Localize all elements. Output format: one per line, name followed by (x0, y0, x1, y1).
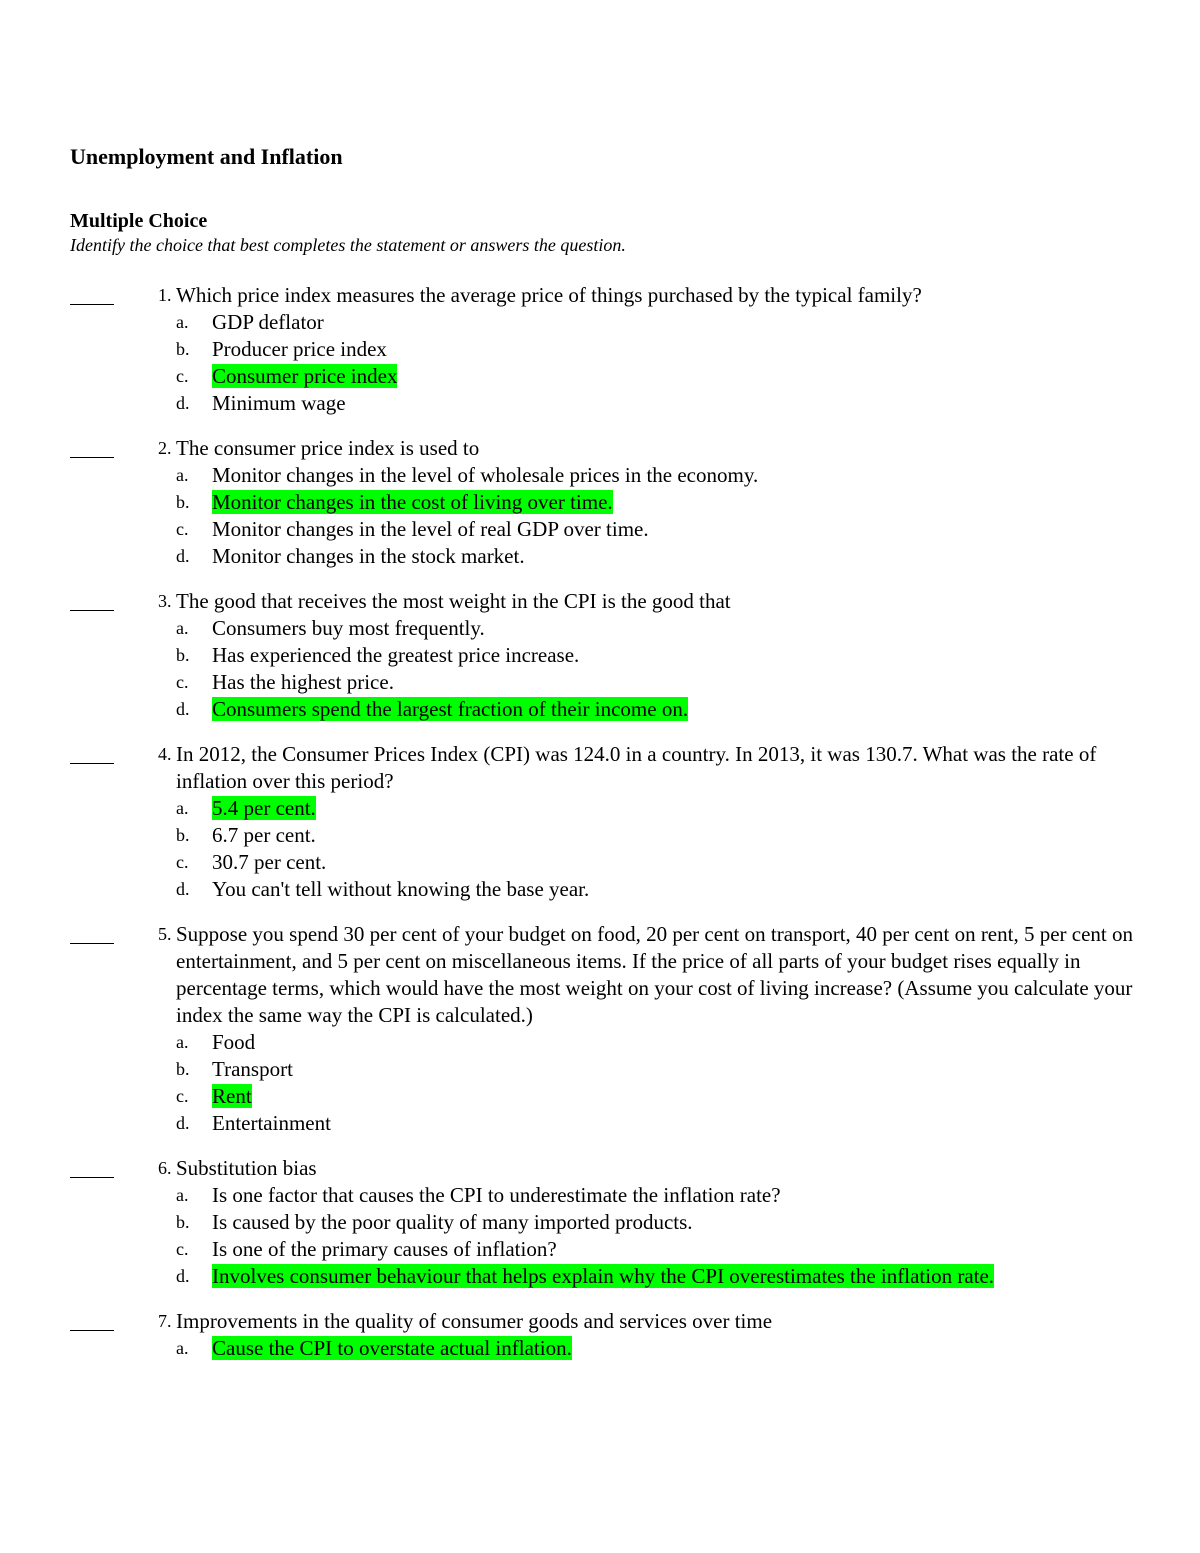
option-c (176, 1236, 1140, 1263)
highlighted-answer: Cause the CPI to overstate actual inflation. (212, 1336, 572, 1360)
option-text-wrap (212, 1056, 1140, 1083)
option-a (176, 1335, 1140, 1362)
option-letter: a. (176, 1185, 189, 1205)
question-number (114, 282, 176, 309)
question-body (176, 921, 1140, 1137)
question-number (114, 435, 176, 462)
option-b (176, 1056, 1140, 1083)
question-number (114, 588, 176, 615)
option-text-wrap (212, 642, 1140, 669)
option-list (176, 615, 1140, 723)
option-text-wrap (212, 615, 1140, 642)
option-text: Is one of the primary causes of inflation? (212, 1237, 557, 1261)
option-list (176, 1029, 1140, 1137)
option-d (176, 390, 1140, 417)
option-a (176, 1182, 1140, 1209)
question-text: Suppose you spend 30 per cent of your budget on food, 20 per cent on transport, 40 per cent on rent, 5 per cent on entertainment, and 5 per cent on miscellaneous items. If the price of all parts of your budget rises equally in percentage terms, which would have the most weight on your cost of living increase? (Assume you calculate your index the same way the CPI is calculated.) (176, 922, 1134, 1027)
option-text: 30.7 per cent. (212, 850, 327, 874)
option-b (176, 1209, 1140, 1236)
option-text: You can't tell without knowing the base year. (212, 877, 590, 901)
option-text-wrap (212, 849, 1140, 876)
question-body (176, 435, 1140, 570)
instructions: Identify the choice that best completes the statement or answers the question. (70, 235, 626, 255)
option-list (176, 1335, 1140, 1362)
option-letter: c. (176, 366, 189, 386)
document-title: Unemployment and Inflation (70, 144, 343, 169)
option-list (176, 1182, 1140, 1290)
question-text: Substitution bias (176, 1156, 317, 1180)
option-letter: d. (176, 1113, 190, 1133)
option-letter: b. (176, 492, 190, 512)
option-a (176, 462, 1140, 489)
question-number-label: 7. (158, 1311, 172, 1331)
option-letter: d. (176, 546, 190, 566)
option-text: Is caused by the poor quality of many imported products. (212, 1210, 693, 1234)
question-7 (70, 1308, 1140, 1362)
option-text-wrap (212, 543, 1140, 570)
option-letter: b. (176, 645, 190, 665)
option-letter: d. (176, 699, 190, 719)
question-number (114, 1308, 176, 1335)
option-text-wrap (212, 489, 1140, 516)
question-text: The consumer price index is used to (176, 436, 480, 460)
question-body (176, 1308, 1140, 1362)
option-text-wrap (212, 1263, 1140, 1290)
option-text: 6.7 per cent. (212, 823, 316, 847)
option-text-wrap (212, 336, 1140, 363)
option-text-wrap (212, 309, 1140, 336)
question-number (114, 921, 176, 948)
question-text: Improvements in the quality of consumer goods and services over time (176, 1309, 773, 1333)
option-letter: c. (176, 852, 189, 872)
option-text: Transport (212, 1057, 293, 1081)
option-letter: b. (176, 1059, 190, 1079)
option-letter: a. (176, 1032, 189, 1052)
option-letter: b. (176, 339, 190, 359)
option-text: GDP deflator (212, 310, 324, 334)
option-text-wrap (212, 1236, 1140, 1263)
option-text: Entertainment (212, 1111, 331, 1135)
highlighted-answer: 5.4 per cent. (212, 796, 316, 820)
option-d (176, 696, 1140, 723)
option-text-wrap (212, 876, 1140, 903)
option-text: Monitor changes in the level of real GDP over time. (212, 517, 649, 541)
option-d (176, 1110, 1140, 1137)
option-letter: b. (176, 825, 190, 845)
highlighted-answer: Rent (212, 1084, 252, 1108)
question-number-label: 2. (158, 438, 172, 458)
option-list (176, 462, 1140, 570)
option-text: Monitor changes in the level of wholesale prices in the economy. (212, 463, 759, 487)
option-text-wrap (212, 363, 1140, 390)
highlighted-answer: Monitor changes in the cost of living over time. (212, 490, 613, 514)
option-text-wrap (212, 1083, 1140, 1110)
option-text-wrap (212, 462, 1140, 489)
option-a (176, 1029, 1140, 1056)
option-text-wrap (212, 1209, 1140, 1236)
option-text-wrap (212, 669, 1140, 696)
option-text: Is one factor that causes the CPI to underestimate the inflation rate? (212, 1183, 781, 1207)
option-text: Monitor changes in the stock market. (212, 544, 525, 568)
answer-blank[interactable] (70, 282, 114, 305)
question-number-label: 4. (158, 744, 172, 764)
option-letter: a. (176, 798, 189, 818)
option-text: Consumers buy most frequently. (212, 616, 485, 640)
question-text: Which price index measures the average price of things purchased by the typical family? (176, 283, 922, 307)
option-text: Food (212, 1030, 256, 1054)
option-text: Has the highest price. (212, 670, 394, 694)
option-d (176, 543, 1140, 570)
option-text-wrap (212, 696, 1140, 723)
option-letter: c. (176, 519, 189, 539)
option-b (176, 336, 1140, 363)
question-text: The good that receives the most weight in the CPI is the good that (176, 589, 731, 613)
option-text: Has experienced the greatest price increase. (212, 643, 580, 667)
answer-blank[interactable] (70, 1308, 114, 1331)
question-3 (70, 588, 1140, 723)
option-text-wrap (212, 1029, 1140, 1056)
option-text-wrap (212, 1110, 1140, 1137)
question-body (176, 1155, 1140, 1290)
question-number (114, 741, 176, 768)
option-b (176, 642, 1140, 669)
option-text-wrap (212, 1182, 1140, 1209)
question-6 (70, 1155, 1140, 1290)
option-text-wrap (212, 822, 1140, 849)
option-text: Minimum wage (212, 391, 346, 415)
answer-blank[interactable] (70, 1155, 114, 1178)
question-number-label: 3. (158, 591, 172, 611)
highlighted-answer: Involves consumer behaviour that helps explain why the CPI overestimates the inflation rate. (212, 1264, 995, 1288)
option-c (176, 516, 1140, 543)
option-a (176, 309, 1140, 336)
question-5 (70, 921, 1140, 1137)
question-body (176, 741, 1140, 903)
question-1 (70, 282, 1140, 417)
option-c (176, 363, 1140, 390)
option-letter: a. (176, 1338, 189, 1358)
question-text: In 2012, the Consumer Prices Index (CPI) was 124.0 in a country. In 2013, it was 130.7. What was the rate of inflation over this period? (176, 742, 1097, 793)
question-number (114, 1155, 176, 1182)
option-c (176, 849, 1140, 876)
option-text-wrap (212, 390, 1140, 417)
option-c (176, 1083, 1140, 1110)
option-list (176, 309, 1140, 417)
option-a (176, 615, 1140, 642)
question-number-label: 6. (158, 1158, 172, 1178)
option-b (176, 822, 1140, 849)
option-c (176, 669, 1140, 696)
highlighted-answer: Consumer price index (212, 364, 398, 388)
answer-blank[interactable] (70, 741, 114, 764)
question-4 (70, 741, 1140, 903)
option-letter: c. (176, 672, 189, 692)
option-letter: c. (176, 1086, 189, 1106)
answer-blank[interactable] (70, 435, 114, 458)
option-letter: c. (176, 1239, 189, 1259)
option-d (176, 1263, 1140, 1290)
option-letter: d. (176, 879, 190, 899)
question-body (176, 282, 1140, 417)
option-text: Producer price index (212, 337, 387, 361)
highlighted-answer: Consumers spend the largest fraction of their income on. (212, 697, 689, 721)
option-b (176, 489, 1140, 516)
question-number-label: 1. (158, 285, 172, 305)
option-letter: d. (176, 1266, 190, 1286)
option-letter: a. (176, 465, 189, 485)
option-text-wrap (212, 1335, 1140, 1362)
option-text-wrap (212, 516, 1140, 543)
answer-blank[interactable] (70, 588, 114, 611)
option-letter: d. (176, 393, 190, 413)
question-list (70, 282, 1140, 1362)
option-a (176, 795, 1140, 822)
answer-blank[interactable] (70, 921, 114, 944)
option-list (176, 795, 1140, 903)
section-title: Multiple Choice (70, 210, 208, 232)
option-text-wrap (212, 795, 1140, 822)
option-letter: a. (176, 618, 189, 638)
option-letter: b. (176, 1212, 190, 1232)
option-letter: a. (176, 312, 189, 332)
question-body (176, 588, 1140, 723)
question-2 (70, 435, 1140, 570)
option-d (176, 876, 1140, 903)
question-number-label: 5. (158, 924, 172, 944)
